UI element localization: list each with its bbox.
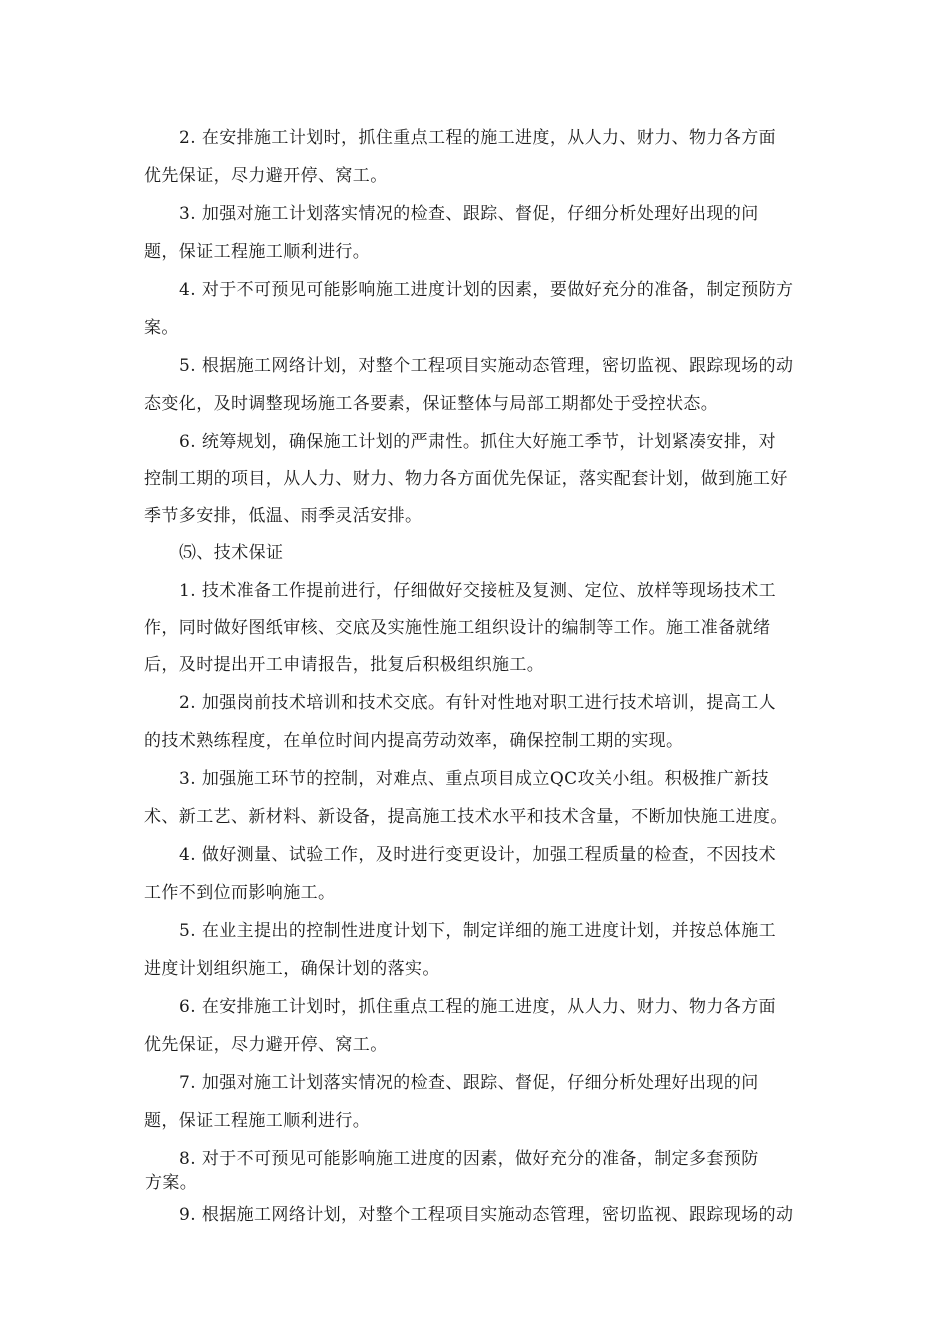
paragraph-line: 作，同时做好图纸审核、交底及实施性施工组织设计的编制等工作。施工准备就绪 — [144, 618, 771, 638]
paragraph-line: 3. 加强施工环节的控制，对难点、重点项目成立QC攻关小组。积极推广新技 — [179, 769, 769, 789]
paragraph-line: 4. 做好测量、试验工作，及时进行变更设计，加强工程质量的检查，不因技术 — [179, 845, 777, 865]
paragraph-line: 8. 对于不可预见可能影响施工进度的因素，做好充分的准备，制定多套预防 — [179, 1149, 759, 1169]
paragraph-line: 1. 技术准备工作提前进行，仔细做好交接桩及复测、定位、放样等现场技术工 — [179, 581, 777, 601]
paragraph-line: 5. 根据施工网络计划，对整个工程项目实施动态管理，密切监视、跟踪现场的动 — [179, 356, 794, 376]
paragraph-line: 2. 加强岗前技术培训和技术交底。有针对性地对职工进行技术培训，提高工人 — [179, 693, 777, 713]
paragraph-line: 5. 在业主提出的控制性进度计划下，制定详细的施工进度计划，并按总体施工 — [179, 921, 777, 941]
paragraph-line: 后，及时提出开工申请报告，批复后积极组织施工。 — [144, 655, 545, 675]
paragraph-line: 7. 加强对施工计划落实情况的检查、跟踪、督促，仔细分析处理好出现的问 — [179, 1073, 759, 1093]
paragraph-line: 题，保证工程施工顺利进行。 — [144, 1111, 371, 1131]
paragraph-line: 方案。 — [145, 1173, 198, 1193]
paragraph-line: 工作不到位而影响施工。 — [144, 883, 336, 903]
paragraph-line: 3. 加强对施工计划落实情况的检查、跟踪、督促，仔细分析处理好出现的问 — [179, 204, 759, 224]
paragraph-line: 2. 在安排施工计划时，抓住重点工程的施工进度，从人力、财力、物力各方面 — [179, 128, 777, 148]
paragraph-line: 6. 统筹规划，确保施工计划的严肃性。抓住大好施工季节，计划紧凑安排，对 — [179, 432, 777, 452]
paragraph-line: 9. 根据施工网络计划，对整个工程项目实施动态管理，密切监视、跟踪现场的动 — [179, 1205, 794, 1225]
paragraph-line: 的技术熟练程度，在单位时间内提高劳动效率，确保控制工期的实现。 — [144, 731, 684, 751]
paragraph-line: 术、新工艺、新材料、新设备，提高施工技术水平和技术含量，不断加快施工进度。 — [144, 807, 788, 827]
paragraph-line: 案。 — [144, 318, 179, 338]
section-heading: ⑸、技术保证 — [179, 543, 284, 563]
paragraph-line: 态变化，及时调整现场施工各要素，保证整体与局部工期都处于受控状态。 — [144, 394, 719, 414]
paragraph-line: 6. 在安排施工计划时，抓住重点工程的施工进度，从人力、财力、物力各方面 — [179, 997, 777, 1017]
paragraph-line: 优先保证，尽力避开停、窝工。 — [144, 166, 388, 186]
paragraph-line: 4. 对于不可预见可能影响施工进度计划的因素，要做好充分的准备，制定预防方 — [179, 280, 794, 300]
paragraph-line: 题，保证工程施工顺利进行。 — [144, 242, 371, 262]
paragraph-line: 进度计划组织施工，确保计划的落实。 — [144, 959, 440, 979]
paragraph-line: 控制工期的项目，从人力、财力、物力各方面优先保证，落实配套计划，做到施工好 — [144, 469, 788, 489]
paragraph-line: 优先保证，尽力避开停、窝工。 — [144, 1035, 388, 1055]
paragraph-line: 季节多安排，低温、雨季灵活安排。 — [144, 506, 423, 526]
